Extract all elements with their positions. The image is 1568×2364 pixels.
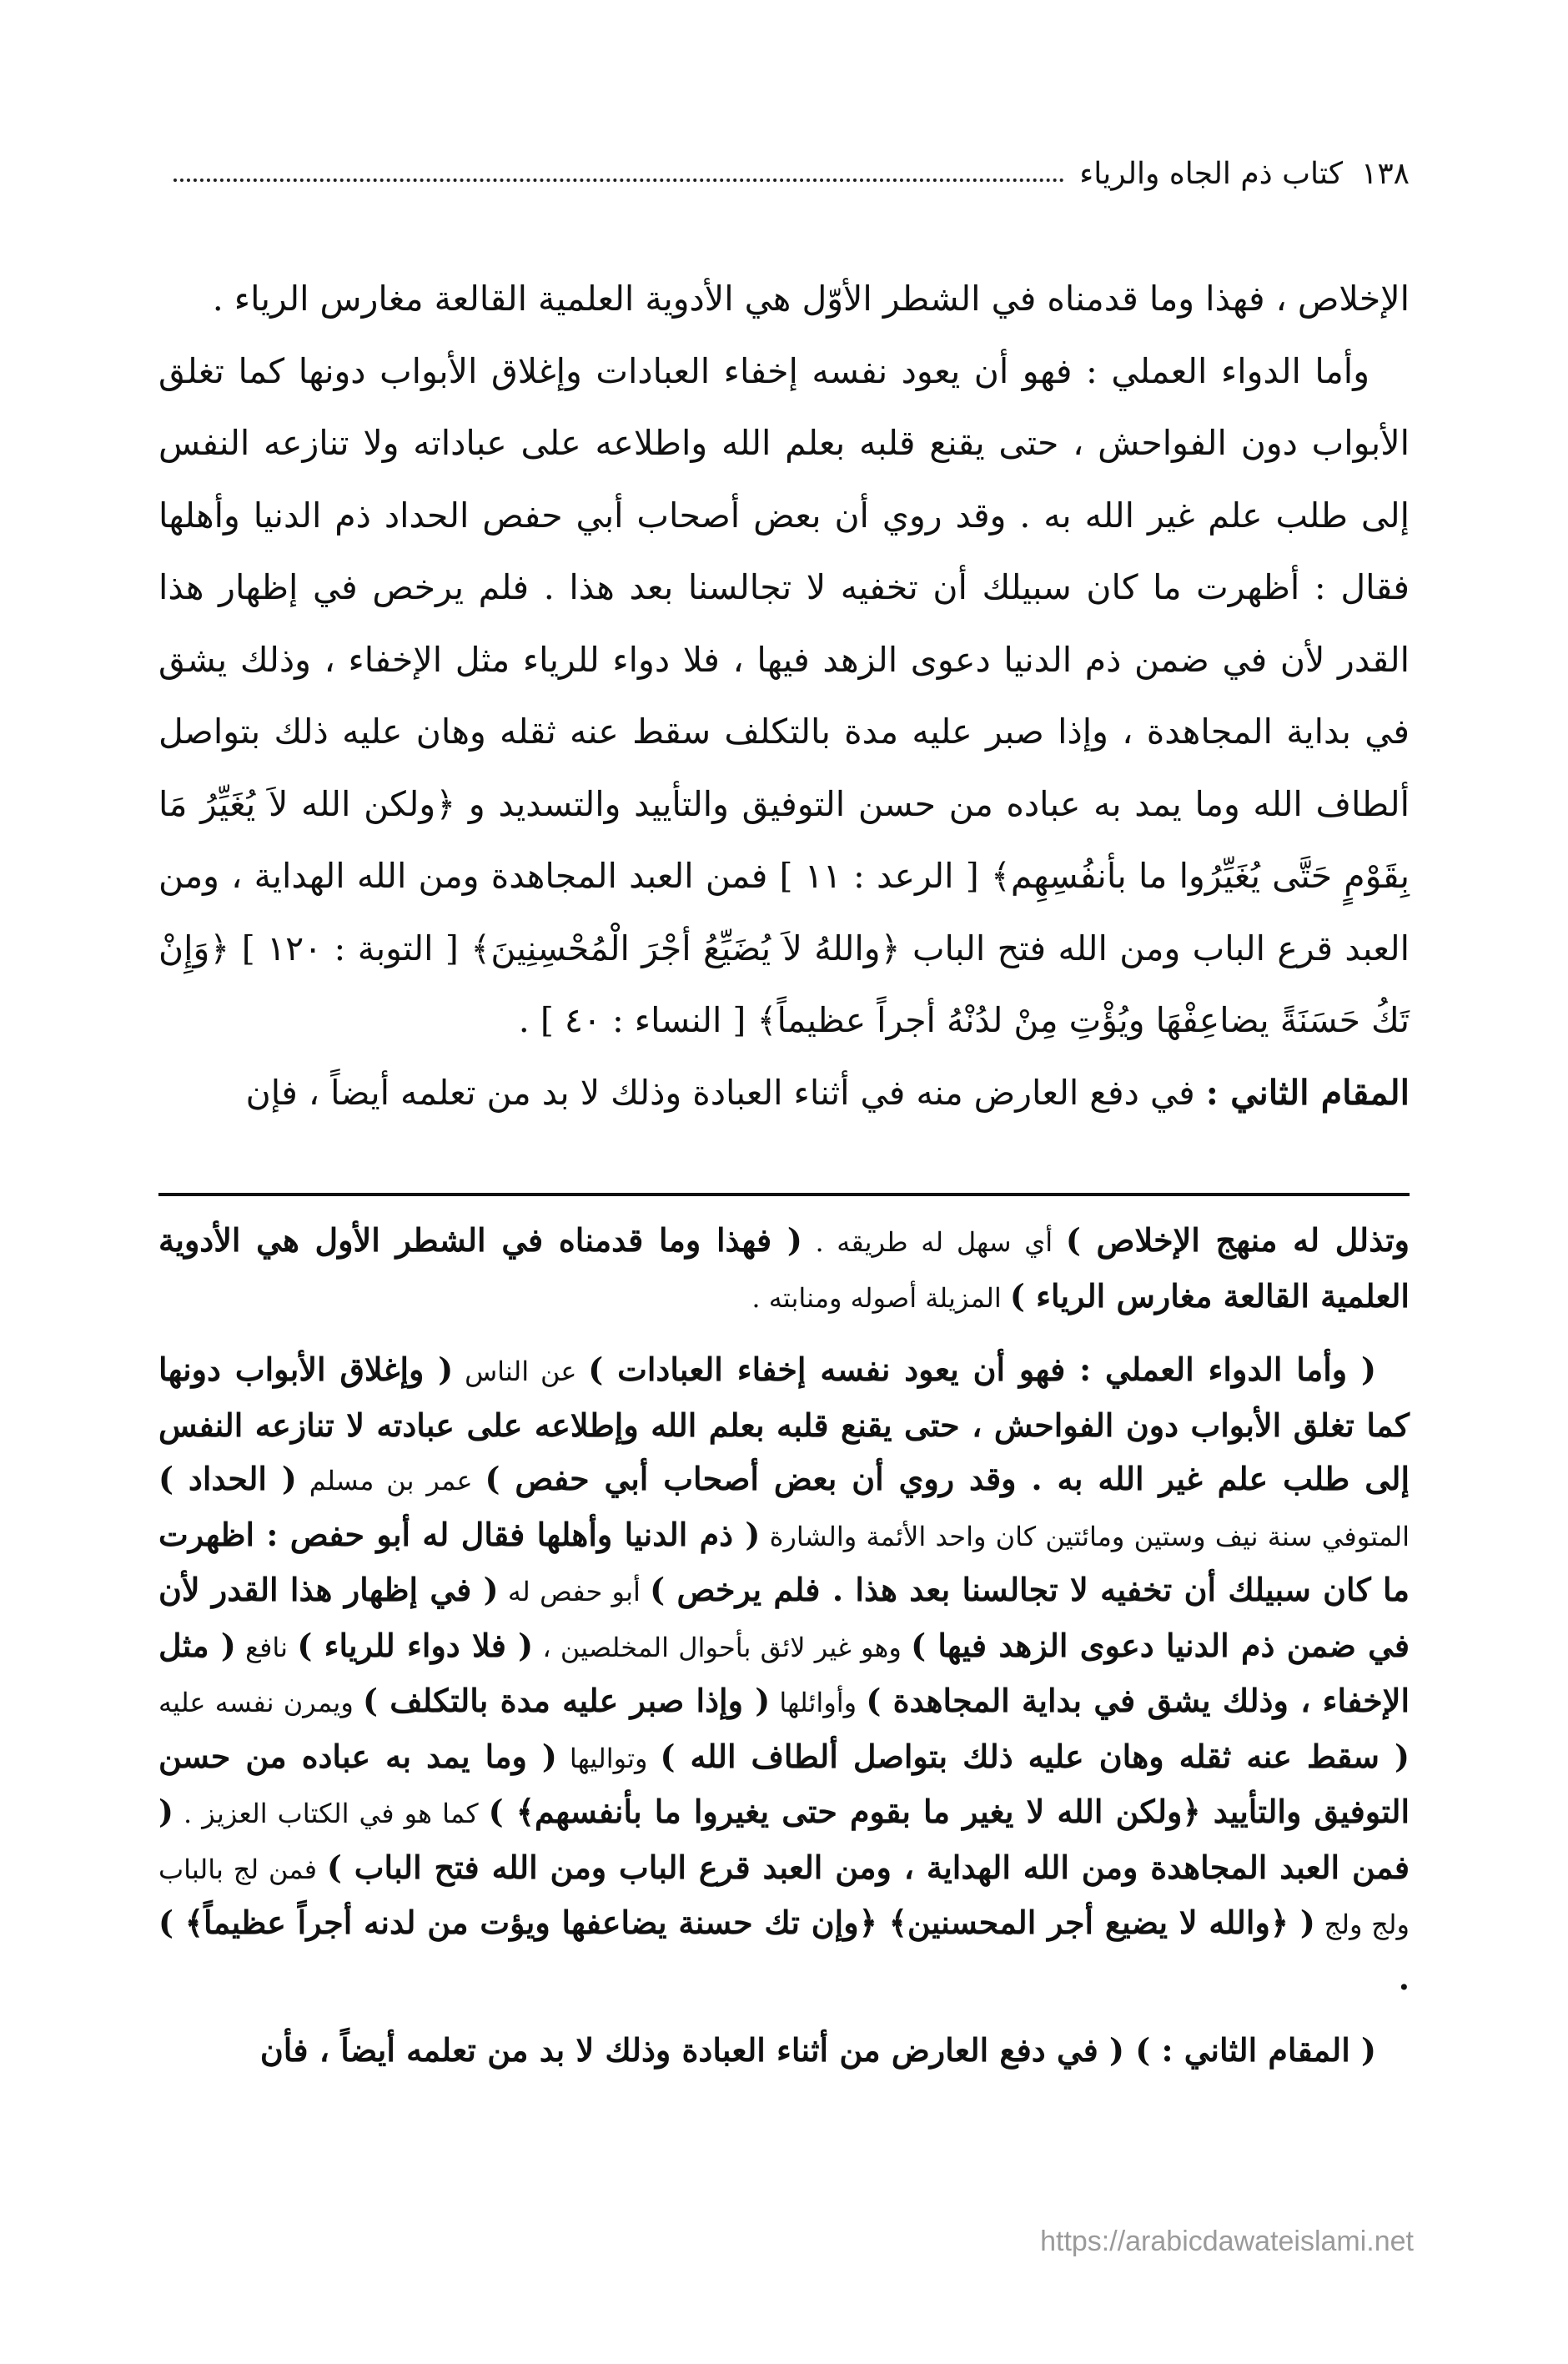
commentary-quoted-text: ( مثل الإخفاء ، وذلك يشق في بداية المجاهدة ): [158, 1626, 1410, 1719]
watermark-url: https://arabicdawateislami.net: [1040, 2226, 1414, 2257]
commentary-quoted-text: ( في إظهار هذا القدر لأن في ضمن ذم الدنيا دعوى الزهد فيها ): [158, 1571, 1410, 1664]
main-paragraph-1: الإخلاص ، فهذا وما قدمناه في الشطر الأوّل هي الأدوية العلمية القالعة مغارس الرياء .: [212, 279, 1410, 319]
running-title: كتاب ذم الجاه والرياء: [1079, 156, 1343, 191]
commentary-quoted-text: ( وإغلاق الأبواب دونها كما تغلق الأبواب دون الفواحش ، حتى يقنع قلبه بعلم الله وإطلاعه على عبادته لا تنازعه النفس إلى طلب علم غير الله به . وقد روي أن بعض أصحاب أبي حفص ): [158, 1350, 1410, 1497]
commentary-explanation: ويمرن نفسه عليه: [158, 1687, 364, 1718]
commentary-quoted-text: وتذلل له منهج الإخلاص ): [1065, 1221, 1410, 1259]
commentary-explanation: وأوائلها: [770, 1687, 867, 1718]
commentary-paragraph-3: [158, 2024, 1410, 2078]
commentary-explanation: نافع: [235, 1631, 298, 1663]
commentary-explanation: أبو حفص له: [498, 1576, 651, 1607]
commentary-text: [158, 1214, 1410, 2078]
commentary-quoted-text: ( وأما الدواء العملي : فهو أن يعود نفسه إخفاء العبادات ): [588, 1350, 1376, 1388]
commentary-quoted-text: ( فمن العبد المجاهدة ومن الله الهداية ، ومن العبد قرع الباب ومن الله فتح الباب ): [158, 1793, 1410, 1886]
page-header: [158, 148, 1410, 199]
page-number: ١٣٨: [1360, 156, 1410, 191]
commentary-explanation: أي سهل له طريقه .: [802, 1226, 1066, 1258]
commentary-paragraph-1: [158, 1214, 1410, 1325]
section-text: في دفع العارض منه في أثناء العبادة وذلك لا بد من تعلمه أيضاً ، فإن: [245, 1072, 1195, 1113]
commentary-explanation: عمر بن مسلم: [296, 1465, 485, 1496]
commentary-explanation: كما هو في الكتاب العزيز .: [173, 1798, 489, 1829]
commentary-explanation: المزيلة أصوله ومنابته .: [751, 1281, 1010, 1314]
footnote-divider: [158, 1193, 1410, 1196]
commentary-quoted-text: ( ﴿والله لا يضيع أجر المحسنين﴾ ﴿وإن تك حسنة يضاعفها ويؤت من لدنه أجراً عظيماً﴾ ) .: [158, 1904, 1410, 1997]
main-paragraph-2: وأما الدواء العملي : فهو أن يعود نفسه إخفاء العبادات وإغلاق الأبواب دونها كما تغلق الأبواب دون الفواحش ، حتى يقنع قلبه بعلم الله واطلاعه على عباداته ولا تنازعه النفس إلى طلب علم غير الله به . وقد روي أن بعض أصحاب أبي حفص الحداد ذم الدنيا وأهلها فقال : أظهرت ما كان سبيلك أن تخفيه لا تجالسنا بعد هذا . فلم يرخص في إظهار هذا القدر لأن في ضمن ذم الدنيا دعوى الزهد فيها ، فلا دواء للرياء مثل الإخفاء ، وذلك يشق في بداية المجاهدة ، وإذا صبر عليه مدة بالتكلف سقط عنه ثقله وهان عليه ذلك بتواصل ألطاف الله وما يمد به عباده من حسن التوفيق والتأييد والتسديد و ﴿ولكن الله لاَ يُغَيِّرُ مَا بِقَوْمٍ حَتَّى يُغَيِّرُوا ما بأنفُسِهِم﴾ [ الرعد : ١١ ] فمن العبد المجاهدة ومن الله الهداية ، ومن العبد قرع الباب ومن الله فتح الباب ﴿واللهُ لاَ يُضَيِّعُ أجْرَ الْمُحْسِنِينَ﴾ [ التوبة : ١٢٠ ] ﴿وَإِنْ تَكُ حَسَنَةً يضاعِفْهَا ويُؤْتِ مِنْ لدُنْهُ أجراً عظيماً﴾ [ النساء : ٤٠ ] .: [158, 350, 1410, 1040]
commentary-explanation: المتوفي سنة نيف وستين ومائتين كان واحد الأئمة والشارة: [760, 1520, 1410, 1552]
commentary-explanation: وهو غير لائق بأحوال المخلصين ،: [533, 1631, 912, 1663]
commentary-quoted-text: ( فهذا وما قدمناه في الشطر الأول هي الأدوية العلمية القالعة مغارس الرياء ): [158, 1221, 1410, 1315]
commentary-explanation: فمن لج بالباب ولج ولج: [158, 1853, 1410, 1940]
header-dotted-leader: [173, 179, 1064, 182]
commentary-explanation: عن الناس: [453, 1356, 589, 1387]
commentary-quoted-text: ( فلا دواء للرياء ): [297, 1626, 534, 1664]
commentary-quoted-text: ( وإذا صبر عليه مدة بالتكلف ): [363, 1682, 771, 1719]
commentary-quoted-text: ( المقام الثاني : ) ( في دفع العارض من أثناء العبادة وذلك لا بد من تعلمه أيضاً ، فأن: [259, 2031, 1376, 2069]
commentary-quoted-text: ( ذم الدنيا وأهلها فقال له أبو حفص : اظهرت ما كان سبيلك أن تخفيه لا تجالسنا بعد هذا . فلم يرخص ): [158, 1515, 1410, 1608]
commentary-explanation: وتواليها: [556, 1742, 661, 1774]
main-paragraph-3: [158, 1057, 1410, 1129]
commentary-paragraph-2: [158, 1343, 1410, 2005]
commentary-quoted-text: ( سقط عنه ثقله وهان عليه ذلك بتواصل ألطاف الله ): [660, 1737, 1410, 1775]
commentary-quoted-text: ( الحداد ): [158, 1460, 297, 1497]
commentary-quoted-text: ( وما يمد به عباده من حسن التوفيق والتأييد ﴿ولكن الله لا يغير ما بقوم حتى يغيروا ما بأنفسهم﴾ ): [158, 1737, 1410, 1830]
section-heading: المقام الثاني :: [1205, 1072, 1410, 1113]
main-text: [158, 263, 1410, 1129]
